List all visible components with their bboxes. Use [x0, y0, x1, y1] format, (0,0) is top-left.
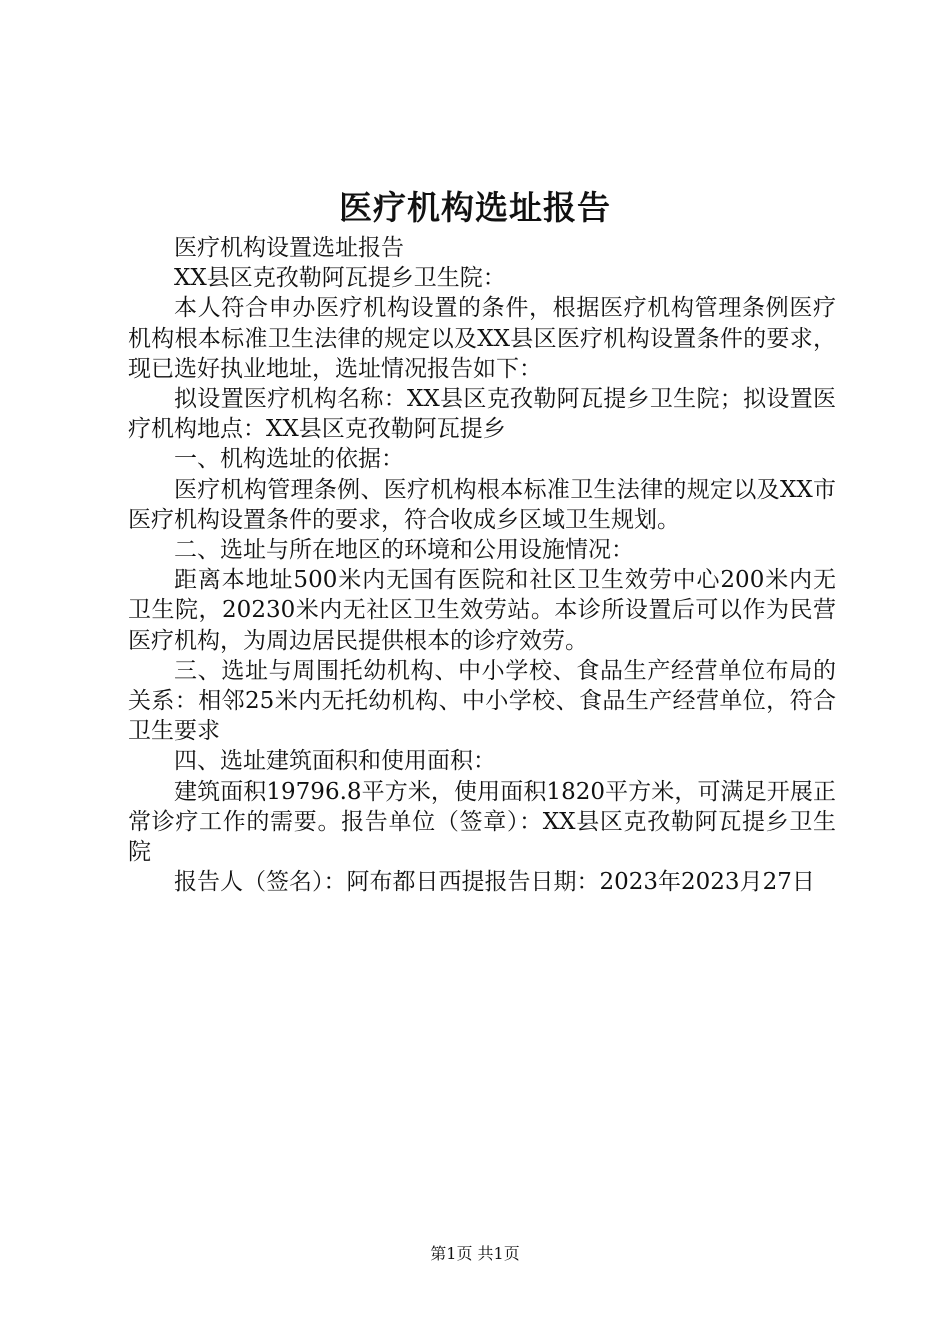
- document-title: 医疗机构选址报告: [339, 188, 611, 227]
- paragraph-basis: 医疗机构管理条例、医疗机构根本标准卫生法律的规定以及XX市医疗机构设置条件的要求，符合收成乡区域卫生规划。: [128, 476, 836, 533]
- paragraph-intro: 本人符合申办医疗机构设置的条件，根据医疗机构管理条例医疗机构根本标准卫生法律的规定以及XX县区医疗机构设置条件的要求，现已选好执业地址，选址情况报告如下：: [128, 295, 836, 382]
- paragraph-institution-name: 拟设置医疗机构名称：XX县区克孜勒阿瓦提乡卫生院；拟设置医疗机构地点：XX县区克孜勒阿瓦提乡: [128, 386, 836, 443]
- page-number: 第1页 共1页: [430, 1244, 520, 1263]
- document-body: [128, 233, 836, 897]
- paragraph-surroundings: 三、选址与周围托幼机构、中小学校、食品生产经营单位布局的关系：相邻25米内无托幼机构、中小学校、食品生产经营单位，符合卫生要求: [128, 657, 836, 745]
- section-heading-area: 四、选址建筑面积和使用面积：: [174, 748, 496, 775]
- section-heading-environment: 二、选址与所在地区的环境和公用设施情况：: [174, 537, 634, 564]
- paragraph-signature: 报告人（签名）：阿布都日西提报告日期：2023年2023月27日: [174, 869, 815, 896]
- paragraph-addressee: XX县区克孜勒阿瓦提乡卫生院：: [174, 265, 506, 292]
- paragraph-environment: 距离本地址500米内无国有医院和社区卫生效劳中心200米内无卫生院，20230米内无社区卫生效劳站。本诊所设置后可以作为民营医疗机构，为周边居民提供根本的诊疗效劳。: [128, 567, 836, 654]
- section-heading-basis: 一、机构选址的依据：: [174, 446, 404, 473]
- paragraph-area: 建筑面积19796.8平方米，使用面积1820平方米，可满足开展正常诊疗工作的需要。报告单位（签章）：XX县区克孜勒阿瓦提乡卫生院: [128, 778, 836, 866]
- paragraph-subtitle: 医疗机构设置选址报告: [174, 235, 404, 261]
